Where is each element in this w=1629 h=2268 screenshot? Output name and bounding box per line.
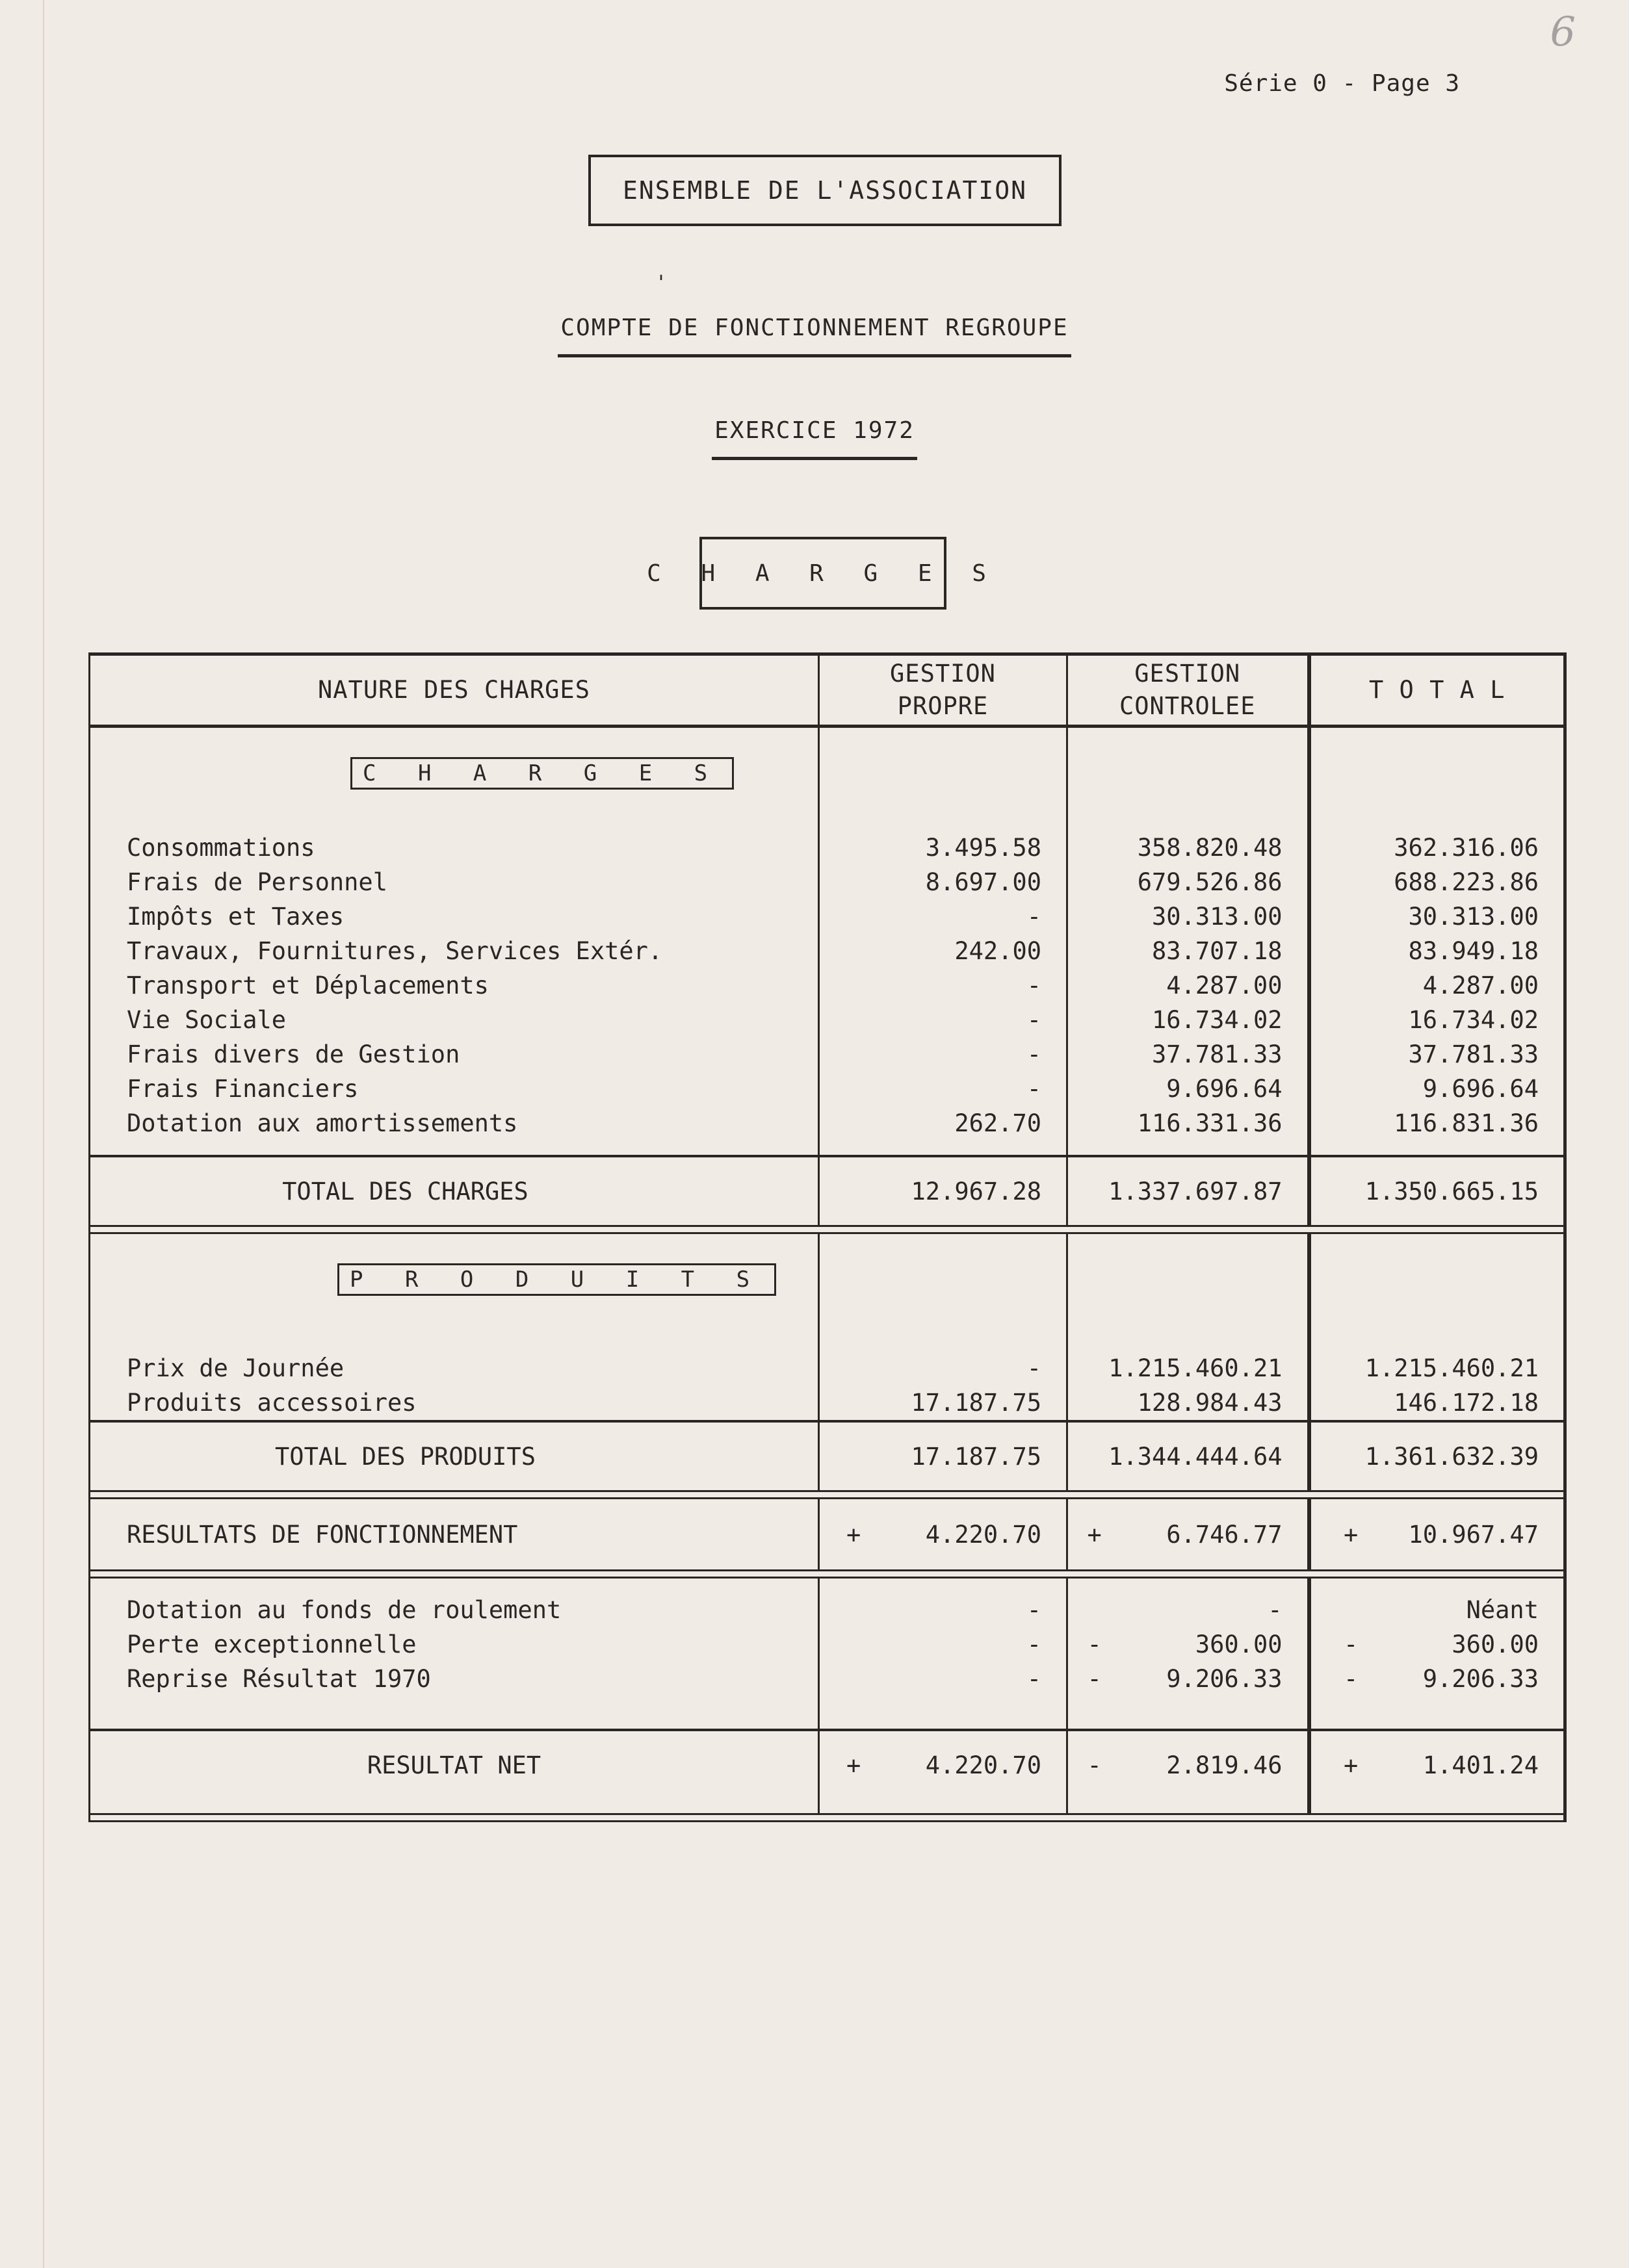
- table-row: Dotation aux amortissements 262.70 116.331.36 116.831.36: [90, 1106, 1565, 1140]
- charges-section-header: [90, 727, 1565, 831]
- table-row: Vie Sociale - 16.734.02 16.734.02: [90, 1003, 1565, 1037]
- table-row: Impôts et Taxes - 30.313.00 30.313.00: [90, 899, 1565, 934]
- stray-mark: ': [655, 272, 668, 294]
- table-header-row: [90, 654, 1565, 727]
- resultat-net-row: RESULTAT NET + 4.220.70 - 2.819.46 + 1.401.24: [90, 1730, 1565, 1799]
- page-number: Série 0 - Page 3: [1224, 70, 1460, 97]
- resultats-row: RESULTATS DE FONCTIONNEMENT + 4.220.70 + 6.746.77 + 10.967.47: [90, 1499, 1565, 1571]
- double-rule: [90, 1814, 1565, 1822]
- table-row: Frais Financiers - 9.696.64 9.696.64: [90, 1072, 1565, 1106]
- table-row: Prix de Journée - 1.215.460.21 1.215.460.21: [90, 1351, 1565, 1385]
- document-title-box: [588, 155, 1062, 226]
- section-box-charges: [647, 537, 999, 610]
- total-produits-row: TOTAL DES PRODUITS 17.187.75 1.344.444.64 1.361.632.39: [90, 1421, 1565, 1491]
- header-total: T O T A L: [1309, 654, 1565, 727]
- table-row: Produits accessoires 17.187.75 128.984.43 146.172.18: [90, 1385, 1565, 1421]
- table-row: Transport et Déplacements - 4.287.00 4.287.00: [90, 968, 1565, 1003]
- double-rule: [90, 1226, 1565, 1233]
- total-charges-row: TOTAL DES CHARGES 12.967.28 1.337.697.87 1.350.665.15: [90, 1156, 1565, 1226]
- handwritten-page-mark: 6: [1550, 8, 1576, 55]
- exercice-year: EXERCICE 1972: [0, 417, 1629, 444]
- double-rule: [90, 1571, 1565, 1578]
- double-rule: [90, 1491, 1565, 1499]
- accounts-table: [88, 652, 1567, 1822]
- charges-label: C H A R G E S: [350, 757, 734, 790]
- header-gestion-propre: GESTION PROPRE: [819, 654, 1067, 727]
- table-row: Frais de Personnel 8.697.00 679.526.86 688.223.86: [90, 865, 1565, 899]
- header-nature: NATURE DES CHARGES: [90, 654, 819, 727]
- table-row: Perte exceptionnelle - - 360.00 - 360.00: [90, 1627, 1565, 1662]
- produits-label: P R O D U I T S: [337, 1263, 776, 1296]
- table-row: Dotation au fonds de roulement - - Néant: [90, 1593, 1565, 1627]
- table-row: Consommations 3.495.58 358.820.48 362.316.06: [90, 831, 1565, 865]
- table-row: Frais divers de Gestion - 37.781.33 37.781.33: [90, 1037, 1565, 1072]
- table-row: Reprise Résultat 1970 - - 9.206.33 - 9.206.33: [90, 1662, 1565, 1696]
- produits-section-header: [90, 1233, 1565, 1337]
- table-row: Travaux, Fournitures, Services Extér. 242.00 83.707.18 83.949.18: [90, 934, 1565, 968]
- document-subtitle: COMPTE DE FONCTIONNEMENT REGROUPE: [0, 315, 1629, 341]
- section-box-label: C H A R G E S: [647, 560, 999, 587]
- header-gestion-controlee: GESTION CONTROLEE: [1067, 654, 1309, 727]
- document-title: ENSEMBLE DE L'ASSOCIATION: [623, 176, 1027, 205]
